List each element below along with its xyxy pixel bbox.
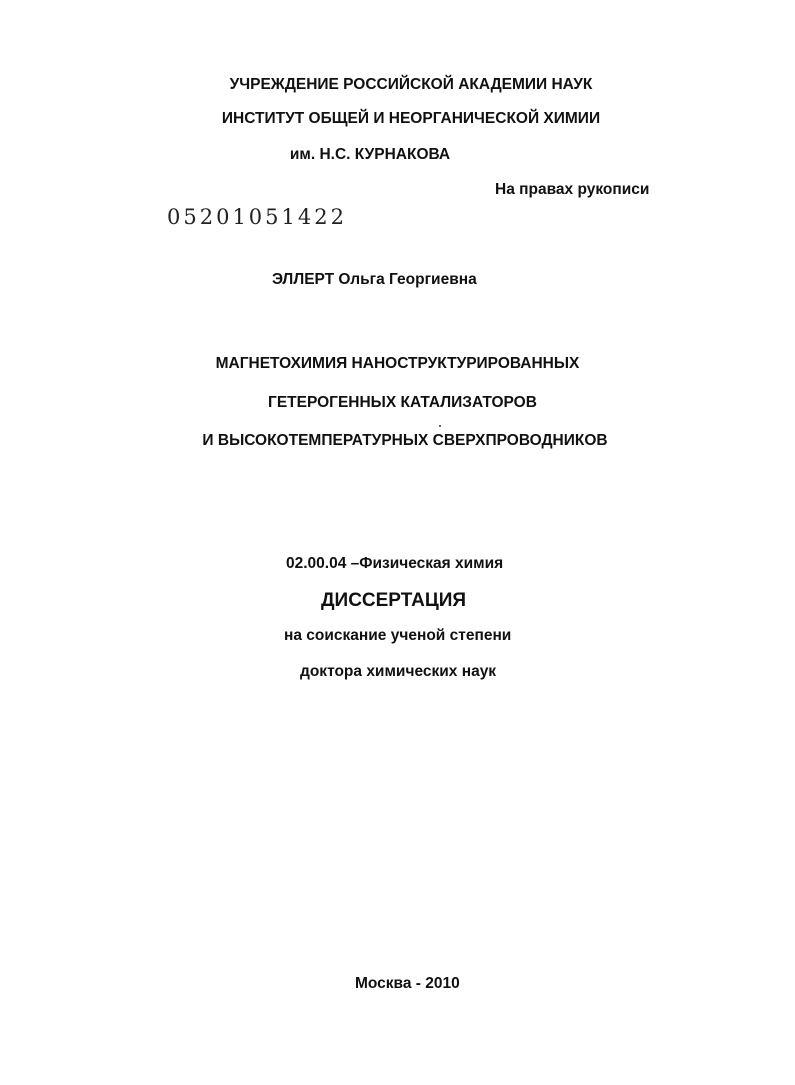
document-type: ДИССЕРТАЦИЯ bbox=[321, 590, 467, 611]
thesis-title-line-3: И ВЫСОКОТЕМПЕРАТУРНЫХ СВЕРХПРОВОДНИКОВ bbox=[202, 432, 608, 449]
registration-number: 05201051422 bbox=[167, 205, 347, 229]
scan-speck bbox=[439, 425, 441, 427]
thesis-title-line-1: МАГНЕТОХИМИЯ НАНОСТРУКТУРИРОВАННЫХ bbox=[215, 355, 580, 372]
specialty-code: 02.00.04 –Физическая химия bbox=[286, 555, 504, 572]
rights-note: На правах рукописи bbox=[495, 181, 650, 198]
institution-line-1: УЧРЕЖДЕНИЕ РОССИЙСКОЙ АКАДЕМИИ НАУК bbox=[229, 76, 593, 93]
city-year: Москва - 2010 bbox=[355, 975, 460, 992]
author-name: ЭЛЛЕРТ Ольга Георгиевна bbox=[272, 271, 477, 288]
degree-line-2: доктора химических наук bbox=[300, 663, 497, 680]
institution-line-2: ИНСТИТУТ ОБЩЕЙ И НЕОРГАНИЧЕСКОЙ ХИМИИ bbox=[221, 110, 601, 127]
institution-line-3: им. Н.С. КУРНАКОВА bbox=[289, 146, 451, 163]
thesis-title-line-2: ГЕТЕРОГЕННЫХ КАТАЛИЗАТОРОВ bbox=[268, 394, 537, 411]
degree-line-1: на соискание ученой степени bbox=[284, 627, 512, 644]
